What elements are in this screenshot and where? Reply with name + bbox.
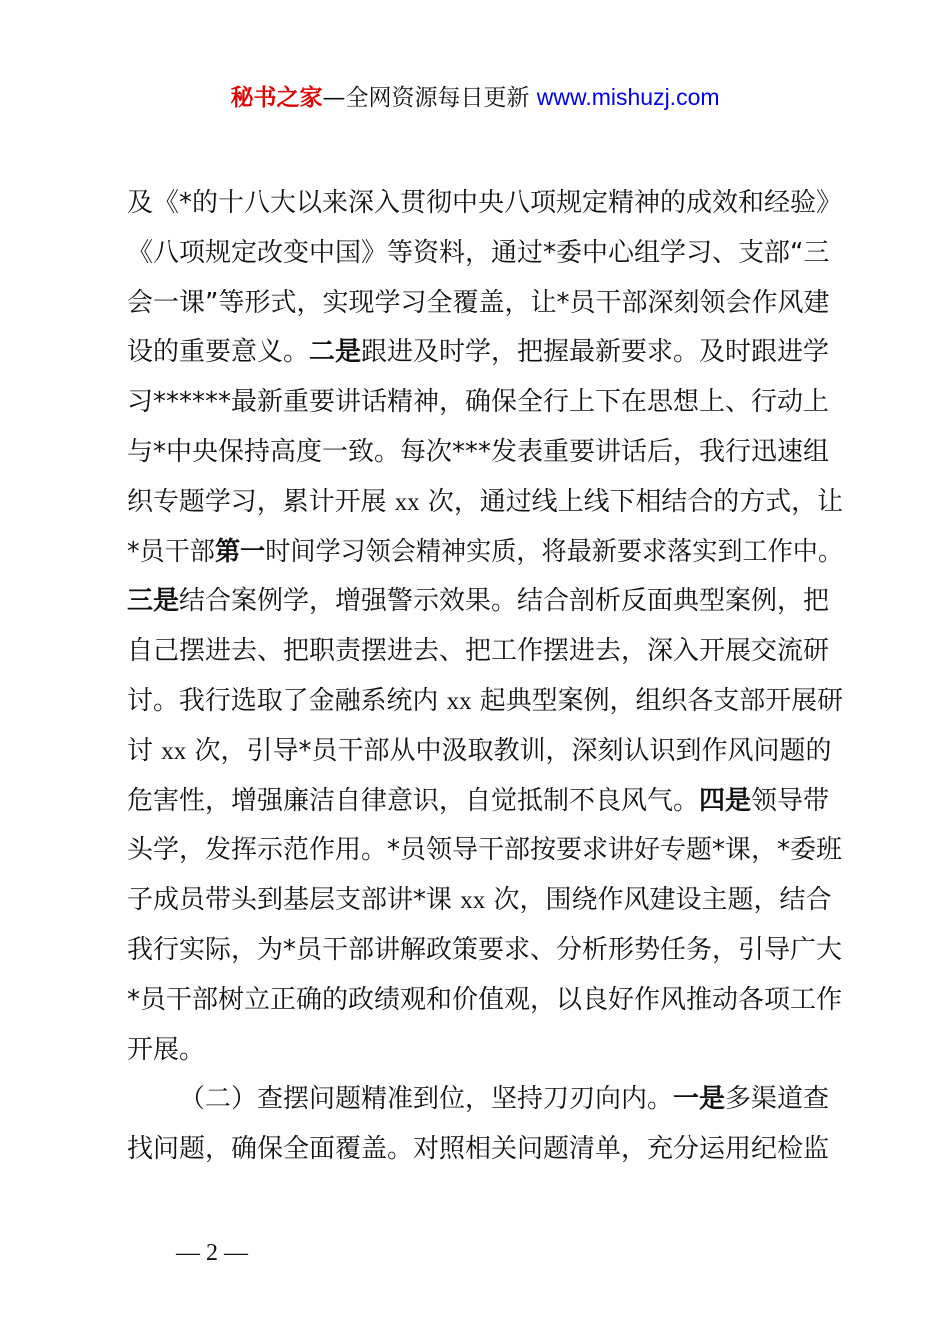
site-url-link[interactable]: www.mishuzj.com	[536, 84, 720, 110]
placeholder-count: xx	[161, 737, 187, 765]
text-run: 子成员带头到基层支部讲*课	[127, 885, 461, 916]
text-run: 起典型案例，组织各支部开展研	[471, 685, 844, 716]
text-run: 开展。	[127, 1034, 206, 1065]
text-line	[127, 677, 844, 727]
text-run: 多渠道查	[725, 1084, 830, 1115]
text-run: 织专题学习，累计开展	[127, 486, 395, 517]
text-line	[127, 378, 843, 428]
text-line	[127, 528, 843, 578]
text-line	[127, 179, 843, 229]
bold-marker: 一是	[673, 1084, 726, 1115]
placeholder-count: xx	[394, 488, 420, 516]
text-run: 讨。我行选取了金融系统内	[127, 685, 447, 716]
text-run: 头学，发挥示范作用。*员领导干部按要求讲好专题*课，*委班	[127, 835, 843, 866]
placeholder-count: xx	[460, 887, 486, 915]
site-header	[0, 80, 950, 115]
text-run: 《八项规定改变中国》等资料，通过*委中心组学习、支部“三	[127, 237, 830, 268]
text-run: 领导带	[751, 785, 830, 816]
text-run: 危害性，增强廉洁自律意识，自觉抵制不良风气。	[127, 785, 700, 816]
text-run: 时间学习领会精神实质，将最新要求落实到工作中。	[265, 536, 843, 567]
text-line	[127, 1075, 843, 1125]
text-run: 次，通过线上线下相结合的方式，让	[419, 486, 844, 517]
text-run: *员干部树立正确的政绩观和价值观，以良好作风推动各项工作	[127, 984, 843, 1015]
text-line	[127, 328, 843, 378]
text-line	[127, 976, 843, 1026]
header-tagline: —全网资源每日更新	[322, 85, 530, 111]
text-line	[127, 478, 844, 528]
bold-marker: 三是	[127, 586, 180, 617]
text-line	[127, 1125, 843, 1175]
text-line	[127, 777, 843, 827]
bold-marker: 二是	[309, 337, 362, 368]
text-run: 次，围绕作风建设主题，结合	[485, 885, 832, 916]
text-line	[127, 826, 843, 876]
text-line	[127, 876, 843, 926]
text-run: （二）查摆问题精准到位，坚持刀刃向内。	[179, 1084, 674, 1115]
text-run: *员干部	[127, 536, 215, 567]
page-number: — 2 —	[176, 1240, 248, 1266]
text-run: 习******最新重要讲话精神，确保全行上下在思想上、行动上	[127, 387, 830, 418]
text-line	[127, 627, 843, 677]
document-body	[127, 179, 843, 1175]
text-line	[127, 727, 843, 777]
placeholder-count: xx	[446, 687, 472, 715]
text-run: 会一课”等形式，实现学习全覆盖，让*员干部深刻领会作风建	[127, 287, 830, 318]
text-run: 及《*的十八大以来深入贯彻中央八项规定精神的成效和经验》	[127, 188, 843, 218]
brand-name: 秘书之家	[230, 85, 323, 111]
text-run: 找问题，确保全面覆盖。对照相关问题清单，充分运用纪检监	[127, 1134, 830, 1165]
text-run: 设的重要意义。	[127, 337, 310, 368]
text-line	[127, 926, 843, 976]
text-run: 结合案例学，增强警示效果。结合剖析反面典型案例，把	[179, 586, 830, 617]
bold-marker: 四是	[699, 785, 752, 816]
bold-marker: 第一	[214, 536, 266, 567]
text-run: 跟进及时学，把握最新要求。及时跟进学	[361, 337, 830, 368]
text-line	[127, 279, 843, 329]
text-line	[127, 229, 843, 279]
text-line	[127, 577, 843, 627]
text-run: 次，引导*员干部从中汲取教训，深刻认识到作风问题的	[186, 735, 832, 766]
text-run: 与*中央保持高度一致。每次***发表重要讲话后，我行迅速组	[127, 436, 830, 467]
text-run: 自己摆进去、把职责摆进去、把工作摆进去，深入开展交流研	[127, 636, 830, 667]
text-run: 我行实际，为*员干部讲解政策要求、分析形势任务，引导广大	[127, 934, 843, 965]
text-run: 讨	[127, 735, 162, 766]
text-line	[127, 428, 843, 478]
text-line	[127, 1026, 843, 1076]
